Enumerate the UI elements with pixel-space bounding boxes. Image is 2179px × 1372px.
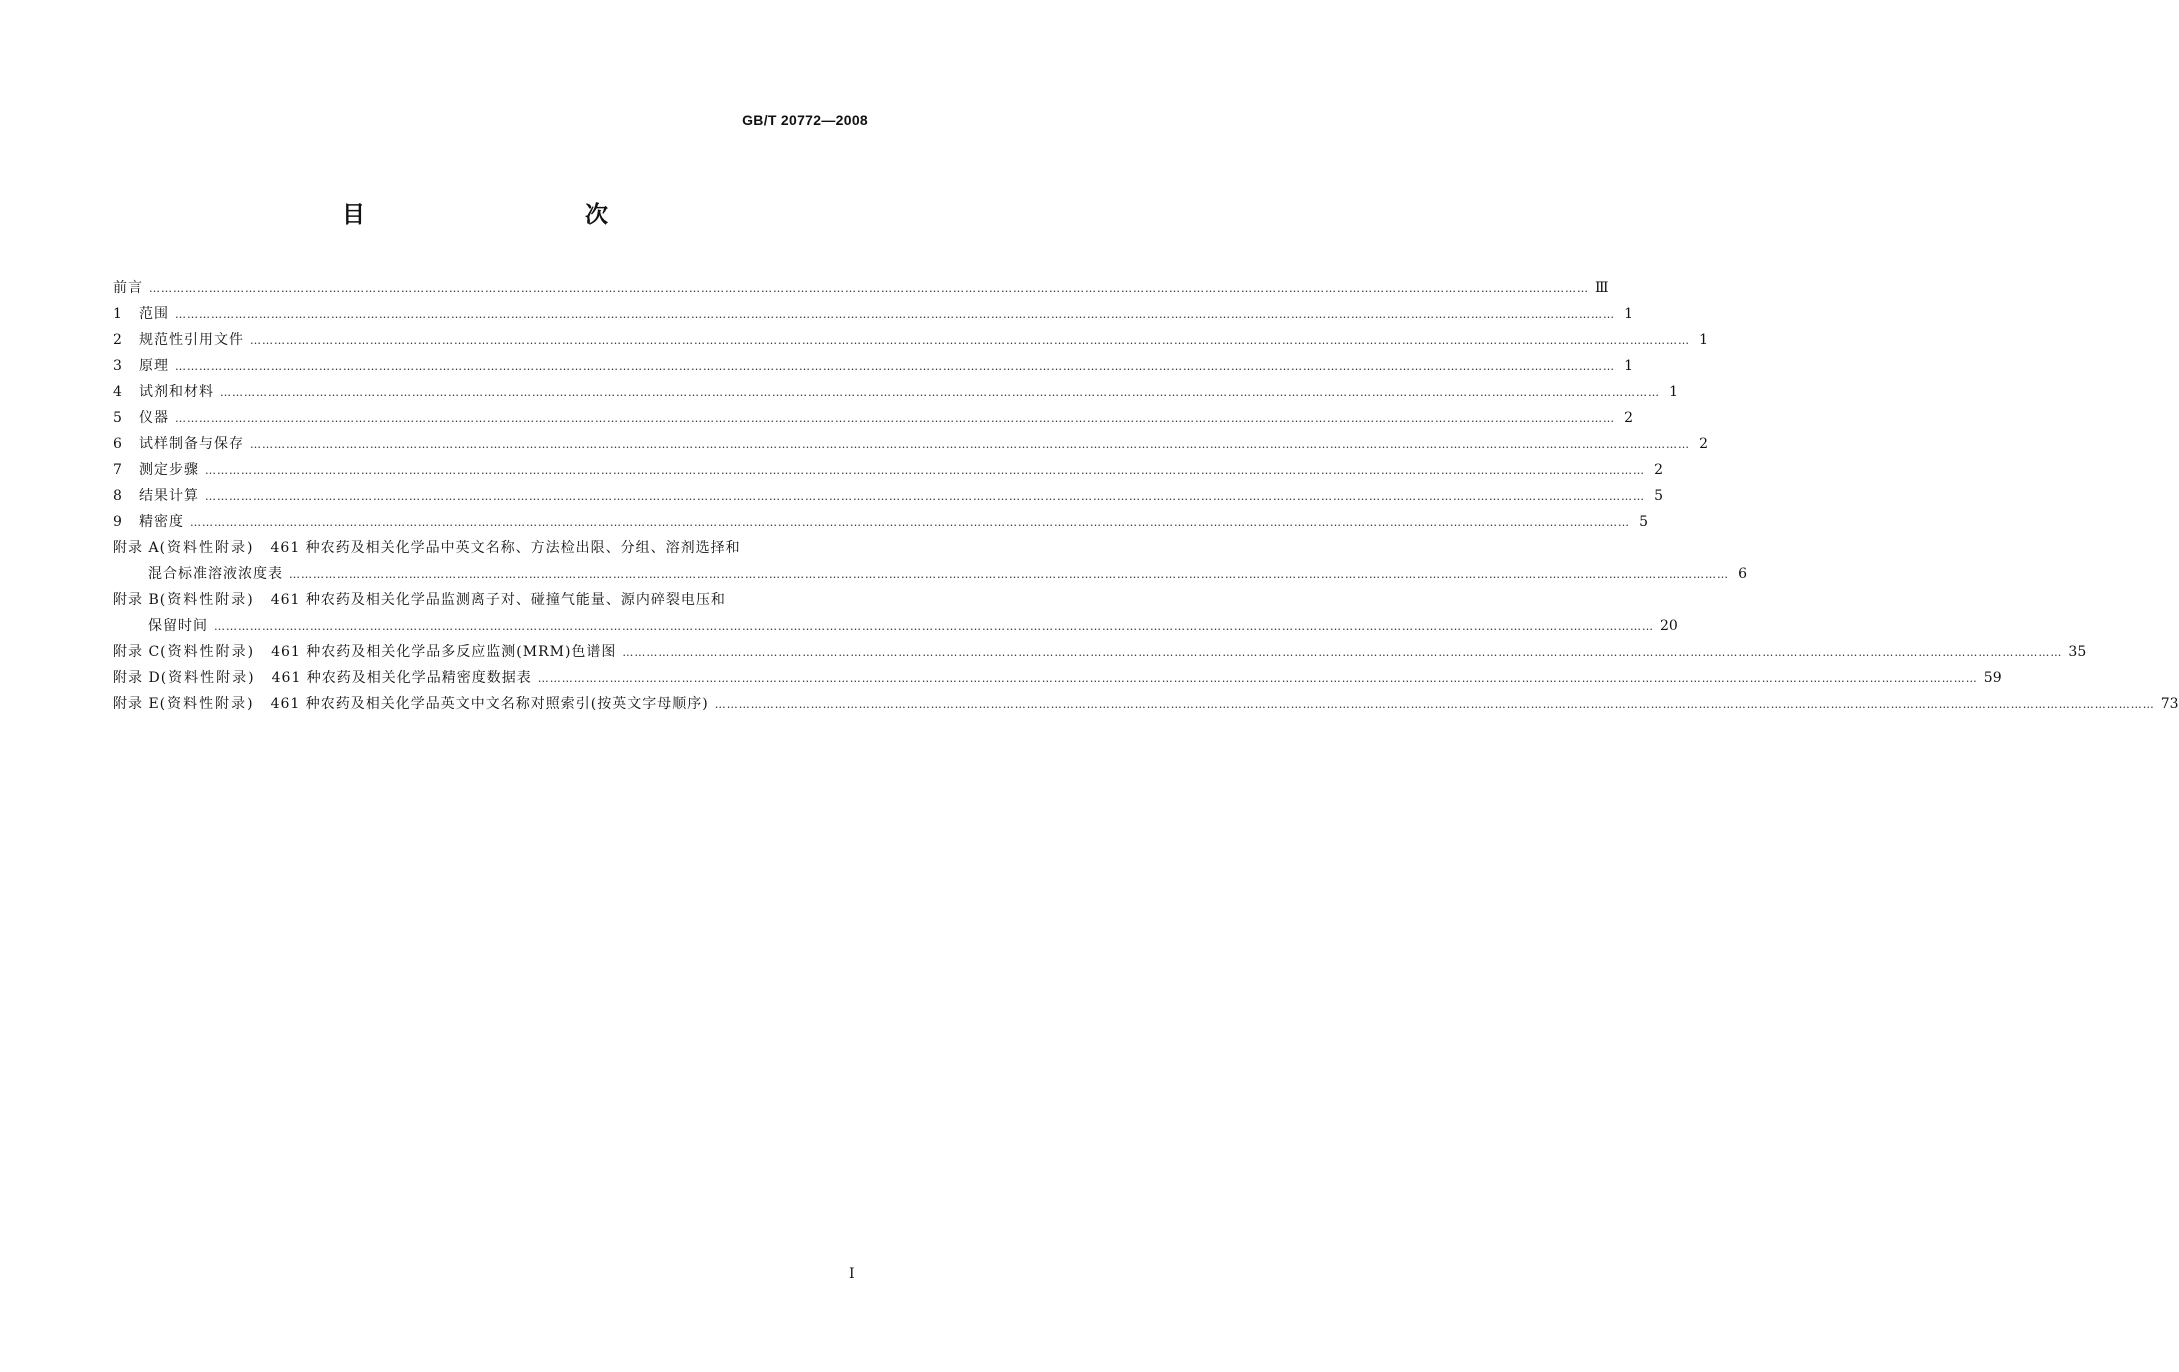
toc-entry-number: 2 bbox=[113, 332, 122, 348]
toc-entry-page: 1 bbox=[1699, 332, 1708, 348]
toc-entry[interactable] bbox=[113, 431, 1708, 457]
toc-entry[interactable] bbox=[113, 379, 1678, 405]
toc-entry-title: 精密度 bbox=[139, 514, 184, 530]
toc-entry[interactable] bbox=[113, 509, 1648, 535]
toc-entry-page: 2 bbox=[1624, 410, 1633, 426]
toc-entry-title: 结果计算 bbox=[139, 488, 199, 504]
toc-entry-page: Ⅲ bbox=[1595, 280, 1609, 296]
toc-leader-dots: ……………………………………………………………………………………………………………………………………………………………………………………………………………………………………………………………………………………………………………………………… bbox=[175, 308, 1615, 321]
toc-entry[interactable] bbox=[113, 275, 1609, 301]
toc-entry-page: 2 bbox=[1699, 436, 1708, 452]
toc-entry-page: 59 bbox=[1983, 670, 2002, 686]
toc-entry-page: 35 bbox=[2068, 644, 2087, 660]
annex-title-line1: 461 种农药及相关化学品监测离子对、碰撞气能量、源内碎裂电压和 bbox=[270, 592, 726, 608]
toc-entry[interactable] bbox=[113, 301, 1633, 327]
toc-entry-number: 5 bbox=[113, 410, 122, 426]
annex-kind: (资料性附录) bbox=[160, 670, 256, 686]
page-number: Ⅰ bbox=[849, 1266, 855, 1282]
annex-kind: (资料性附录) bbox=[160, 644, 256, 660]
toc-entry-number: 1 bbox=[113, 306, 122, 322]
toc-entry-number: 3 bbox=[113, 358, 122, 374]
toc-entry-title: 测定步骤 bbox=[139, 462, 199, 478]
toc-annex-entry[interactable] bbox=[113, 665, 2002, 691]
toc-entry[interactable] bbox=[113, 483, 1663, 509]
annex-title-line1: 461 种农药及相关化学品中英文名称、方法检出限、分组、溶剂选择和 bbox=[270, 540, 741, 556]
toc-annex-entry[interactable] bbox=[113, 587, 868, 613]
toc-entry[interactable] bbox=[113, 327, 1708, 353]
annex-label: 附录 D bbox=[113, 670, 161, 686]
toc-entry-title: 试剂和材料 bbox=[139, 384, 214, 400]
toc-entry-page: 1 bbox=[1624, 306, 1633, 322]
toc-leader-dots: ……………………………………………………………………………………………………………………………………………………………………………………………………………………………………………………………………………………………………………………………… bbox=[149, 282, 1589, 295]
toc-title: 目 次 bbox=[342, 202, 666, 228]
toc-annex-entry-continued[interactable] bbox=[113, 561, 1747, 587]
toc-annex-entry-continued[interactable] bbox=[113, 613, 1678, 639]
toc-leader-dots: ……………………………………………………………………………………………………………………………………………………………………………………………………………………………………………………………………………………………………………………………… bbox=[205, 464, 1645, 477]
toc-entry-title: 试样制备与保存 bbox=[139, 436, 244, 452]
toc-entry-page: 5 bbox=[1654, 488, 1663, 504]
toc-entry-title: 仪器 bbox=[139, 410, 169, 426]
toc-leader-dots: ……………………………………………………………………………………………………………………………………………………………………………………………………………………………………………………………………………………………………………………………… bbox=[714, 698, 2155, 711]
toc-leader-dots: ……………………………………………………………………………………………………………………………………………………………………………………………………………………………………………………………………………………………………………………………… bbox=[214, 620, 1654, 633]
toc-annex-entry[interactable] bbox=[113, 691, 2179, 717]
toc-leader-dots: ……………………………………………………………………………………………………………………………………………………………………………………………………………………………………………………………………………………………………………………………… bbox=[220, 386, 1660, 399]
toc-entry-title: 原理 bbox=[139, 358, 169, 374]
toc-leader-dots: ……………………………………………………………………………………………………………………………………………………………………………………………………………………………………………………………………………………………………………………………… bbox=[205, 490, 1645, 503]
annex-title-line1: 461 种农药及相关化学品精密度数据表 bbox=[271, 670, 532, 686]
annex-label: 附录 B bbox=[113, 592, 160, 608]
toc-leader-dots: ……………………………………………………………………………………………………………………………………………………………………………………………………………………………………………………………………………………………………………………………… bbox=[622, 646, 2063, 659]
toc-entry-page: 1 bbox=[1669, 384, 1678, 400]
toc-entry-number: 4 bbox=[113, 384, 122, 400]
toc-entry-page: 2 bbox=[1654, 462, 1663, 478]
annex-title-line2: 保留时间 bbox=[148, 618, 208, 634]
toc-leader-dots: ……………………………………………………………………………………………………………………………………………………………………………………………………………………………………………………………………………………………………………………………… bbox=[289, 568, 1729, 581]
toc-leader-dots: ……………………………………………………………………………………………………………………………………………………………………………………………………………………………………………………………………………………………………………………………… bbox=[250, 334, 1690, 347]
toc-leader-dots: ……………………………………………………………………………………………………………………………………………………………………………………………………………………………………………………………………………………………………………………………… bbox=[190, 516, 1630, 529]
standard-code: GB/T 20772—2008 bbox=[742, 112, 868, 128]
annex-label: 附录 E bbox=[113, 696, 160, 712]
toc-entry-page: 6 bbox=[1738, 566, 1747, 582]
annex-label: 附录 C bbox=[113, 644, 161, 660]
toc-entry-page: 5 bbox=[1639, 514, 1648, 530]
toc-annex-entry[interactable] bbox=[113, 639, 2087, 665]
toc-entry-page: 1 bbox=[1624, 358, 1633, 374]
toc-entry-number: 9 bbox=[113, 514, 122, 530]
toc-entry-title: 范围 bbox=[139, 306, 169, 322]
annex-kind: (资料性附录) bbox=[159, 696, 255, 712]
annex-title-line1: 461 种农药及相关化学品英文中文名称对照索引(按英文字母顺序) bbox=[270, 696, 709, 712]
annex-kind: (资料性附录) bbox=[159, 592, 255, 608]
toc-leader-dots: ……………………………………………………………………………………………………………………………………………………………………………………………………………………………………………………………………………………………………………………………… bbox=[250, 438, 1690, 451]
toc-entry-number: 7 bbox=[113, 462, 122, 478]
toc-entry[interactable] bbox=[113, 353, 1633, 379]
toc-entry-number: 8 bbox=[113, 488, 122, 504]
toc-entry-page: 20 bbox=[1660, 618, 1678, 634]
toc-leader-dots: ……………………………………………………………………………………………………………………………………………………………………………………………………………………………………………………………………………………………………………………………… bbox=[175, 360, 1615, 373]
annex-title-line2: 混合标准溶液浓度表 bbox=[148, 566, 283, 582]
table-of-contents bbox=[113, 275, 2179, 717]
toc-leader-dots: ……………………………………………………………………………………………………………………………………………………………………………………………………………………………………………………………………………………………………………………………… bbox=[175, 412, 1615, 425]
toc-entry-number: 6 bbox=[113, 436, 122, 452]
toc-entry-title: 规范性引用文件 bbox=[139, 332, 244, 348]
annex-kind: (资料性附录) bbox=[159, 540, 255, 556]
annex-label: 附录 A bbox=[113, 540, 160, 556]
toc-annex-entry[interactable] bbox=[113, 535, 868, 561]
toc-leader-dots: ……………………………………………………………………………………………………………………………………………………………………………………………………………………………………………………………………………………………………………………………… bbox=[537, 672, 1978, 685]
toc-entry-title: 前言 bbox=[113, 280, 143, 296]
toc-entry[interactable] bbox=[113, 457, 1663, 483]
toc-entry[interactable] bbox=[113, 405, 1633, 431]
annex-title-line1: 461 种农药及相关化学品多反应监测(MRM)色谱图 bbox=[271, 644, 617, 660]
toc-entry-page: 73 bbox=[2160, 696, 2179, 712]
